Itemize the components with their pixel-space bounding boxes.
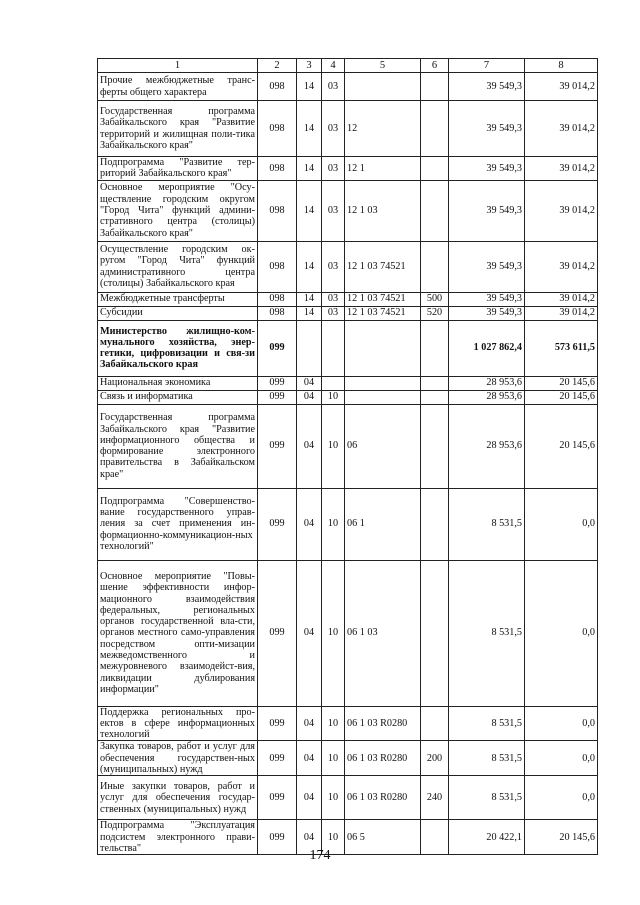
table-row bbox=[98, 776, 598, 820]
code-subsection: 03 bbox=[322, 306, 345, 320]
code-expense-type bbox=[421, 560, 449, 706]
amount-year-1: 39 549,3 bbox=[449, 292, 525, 306]
code-target-article: 06 1 03 R0280 bbox=[345, 776, 421, 820]
item-name: Подпрограмма "Эксплуатация подсистем электронного прави-тельства" bbox=[98, 820, 258, 855]
code-expense-type bbox=[421, 376, 449, 390]
code-expense-type: 200 bbox=[421, 741, 449, 776]
code-subsection: 10 bbox=[322, 488, 345, 560]
table-row bbox=[98, 741, 598, 776]
code-target-article: 12 1 03 74521 bbox=[345, 292, 421, 306]
code-target-article bbox=[345, 376, 421, 390]
code-section: 14 bbox=[297, 180, 322, 241]
column-header: 3 bbox=[297, 59, 322, 73]
amount-year-2: 0,0 bbox=[525, 706, 598, 741]
code-ministry: 099 bbox=[258, 706, 297, 741]
item-name: Государственная программа Забайкальского края "Развитие информационного общества и формирование электронного правительства в Забайкальском крае" bbox=[98, 404, 258, 488]
item-name: Иные закупки товаров, работ и услуг для обеспечения государ-ственных (муниципальных) нужд bbox=[98, 776, 258, 820]
amount-year-1: 39 549,3 bbox=[449, 241, 525, 292]
item-name: Подпрограмма "Развитие тер-риторий Забайкальского края" bbox=[98, 157, 258, 181]
code-ministry: 098 bbox=[258, 241, 297, 292]
amount-year-1: 1 027 862,4 bbox=[449, 320, 525, 376]
column-number-row bbox=[98, 59, 598, 73]
amount-year-2: 20 145,6 bbox=[525, 404, 598, 488]
code-expense-type bbox=[421, 157, 449, 181]
code-section: 04 bbox=[297, 404, 322, 488]
amount-year-2: 39 014,2 bbox=[525, 73, 598, 101]
amount-year-2: 20 145,6 bbox=[525, 390, 598, 404]
item-name: Связь и информатика bbox=[98, 390, 258, 404]
column-header: 1 bbox=[98, 59, 258, 73]
code-subsection: 03 bbox=[322, 73, 345, 101]
table-row bbox=[98, 101, 598, 157]
code-subsection: 10 bbox=[322, 390, 345, 404]
table-row bbox=[98, 706, 598, 741]
code-expense-type bbox=[421, 404, 449, 488]
code-expense-type: 500 bbox=[421, 292, 449, 306]
table-row bbox=[98, 157, 598, 181]
amount-year-2: 39 014,2 bbox=[525, 241, 598, 292]
code-section: 04 bbox=[297, 376, 322, 390]
amount-year-1: 8 531,5 bbox=[449, 706, 525, 741]
code-ministry: 099 bbox=[258, 820, 297, 855]
code-ministry: 099 bbox=[258, 320, 297, 376]
code-section bbox=[297, 320, 322, 376]
amount-year-1: 8 531,5 bbox=[449, 560, 525, 706]
amount-year-2: 0,0 bbox=[525, 560, 598, 706]
page-number: 174 bbox=[309, 848, 331, 863]
code-subsection bbox=[322, 320, 345, 376]
amount-year-1: 8 531,5 bbox=[449, 488, 525, 560]
code-expense-type bbox=[421, 180, 449, 241]
amount-year-2: 39 014,2 bbox=[525, 292, 598, 306]
code-target-article: 06 1 bbox=[345, 488, 421, 560]
table-row bbox=[98, 241, 598, 292]
code-subsection: 10 bbox=[322, 560, 345, 706]
code-target-article: 12 1 03 74521 bbox=[345, 306, 421, 320]
code-ministry: 099 bbox=[258, 390, 297, 404]
amount-year-1: 8 531,5 bbox=[449, 741, 525, 776]
table-row bbox=[98, 390, 598, 404]
table-row bbox=[98, 404, 598, 488]
code-target-article: 12 bbox=[345, 101, 421, 157]
code-ministry: 099 bbox=[258, 560, 297, 706]
code-target-article: 06 bbox=[345, 404, 421, 488]
code-section: 04 bbox=[297, 390, 322, 404]
code-target-article bbox=[345, 390, 421, 404]
amount-year-2: 573 611,5 bbox=[525, 320, 598, 376]
code-target-article: 12 1 03 bbox=[345, 180, 421, 241]
item-name: Основное мероприятие "Повы-шение эффективности инфор-мационного взаимодействия федеральных, региональных органов государственной вла-сти, органов местного само-управления посредством опти-мизации межведомственного и межуровневого взаимодейст-вия, ликвидации дублирования информации" bbox=[98, 560, 258, 706]
code-section: 14 bbox=[297, 292, 322, 306]
code-section: 04 bbox=[297, 706, 322, 741]
code-subsection: 10 bbox=[322, 776, 345, 820]
code-section: 14 bbox=[297, 73, 322, 101]
amount-year-1: 39 549,3 bbox=[449, 73, 525, 101]
budget-table bbox=[97, 58, 598, 855]
code-expense-type bbox=[421, 488, 449, 560]
table-row bbox=[98, 306, 598, 320]
code-target-article: 06 1 03 R0280 bbox=[345, 706, 421, 741]
code-expense-type bbox=[421, 320, 449, 376]
code-subsection: 10 bbox=[322, 820, 345, 855]
code-subsection: 03 bbox=[322, 292, 345, 306]
code-ministry: 098 bbox=[258, 292, 297, 306]
amount-year-2: 0,0 bbox=[525, 741, 598, 776]
item-name: Межбюджетные трансферты bbox=[98, 292, 258, 306]
column-header: 2 bbox=[258, 59, 297, 73]
amount-year-2: 39 014,2 bbox=[525, 180, 598, 241]
code-section: 04 bbox=[297, 741, 322, 776]
code-ministry: 098 bbox=[258, 180, 297, 241]
code-ministry: 099 bbox=[258, 404, 297, 488]
item-name: Министерство жилищно-ком-мунального хозяйства, энер-гетики, цифровизации и свя-зи Забайкальского края bbox=[98, 320, 258, 376]
code-target-article: 12 1 03 74521 bbox=[345, 241, 421, 292]
code-expense-type bbox=[421, 706, 449, 741]
code-section: 04 bbox=[297, 820, 322, 855]
column-header: 7 bbox=[449, 59, 525, 73]
amount-year-1: 28 953,6 bbox=[449, 404, 525, 488]
code-section: 04 bbox=[297, 560, 322, 706]
code-target-article: 06 5 bbox=[345, 820, 421, 855]
code-ministry: 098 bbox=[258, 73, 297, 101]
code-ministry: 099 bbox=[258, 776, 297, 820]
table-row bbox=[98, 73, 598, 101]
amount-year-2: 20 145,6 bbox=[525, 820, 598, 855]
amount-year-1: 28 953,6 bbox=[449, 376, 525, 390]
code-target-article bbox=[345, 73, 421, 101]
amount-year-2: 0,0 bbox=[525, 776, 598, 820]
amount-year-1: 39 549,3 bbox=[449, 157, 525, 181]
table-row bbox=[98, 320, 598, 376]
table-row bbox=[98, 292, 598, 306]
code-ministry: 099 bbox=[258, 741, 297, 776]
code-ministry: 098 bbox=[258, 157, 297, 181]
amount-year-1: 28 953,6 bbox=[449, 390, 525, 404]
code-ministry: 099 bbox=[258, 488, 297, 560]
amount-year-1: 39 549,3 bbox=[449, 306, 525, 320]
code-expense-type bbox=[421, 73, 449, 101]
item-name: Основное мероприятие "Осу-ществление городским округом "Город Чита" функций админи-стративного центра (столицы) Забайкальского края" bbox=[98, 180, 258, 241]
item-name: Осуществление городским ок-ругом "Город Чита" функций административного центра (столицы) Забайкальского края bbox=[98, 241, 258, 292]
code-ministry: 099 bbox=[258, 376, 297, 390]
item-name: Государственная программа Забайкальского края "Развитие территорий и жилищная поли-тика Забайкальского края" bbox=[98, 101, 258, 157]
code-section: 14 bbox=[297, 157, 322, 181]
code-section: 14 bbox=[297, 241, 322, 292]
column-header: 6 bbox=[421, 59, 449, 73]
item-name: Закупка товаров, работ и услуг для обеспечения государствен-ных (муниципальных) нужд bbox=[98, 741, 258, 776]
amount-year-2: 39 014,2 bbox=[525, 101, 598, 157]
code-ministry: 098 bbox=[258, 306, 297, 320]
code-subsection: 10 bbox=[322, 706, 345, 741]
column-header: 5 bbox=[345, 59, 421, 73]
code-expense-type: 240 bbox=[421, 776, 449, 820]
table-row bbox=[98, 376, 598, 390]
code-section: 04 bbox=[297, 776, 322, 820]
code-ministry: 098 bbox=[258, 101, 297, 157]
code-expense-type bbox=[421, 390, 449, 404]
code-subsection bbox=[322, 376, 345, 390]
column-header: 8 bbox=[525, 59, 598, 73]
code-subsection: 03 bbox=[322, 180, 345, 241]
table-row bbox=[98, 560, 598, 706]
table-row bbox=[98, 180, 598, 241]
column-header: 4 bbox=[322, 59, 345, 73]
code-subsection: 03 bbox=[322, 101, 345, 157]
amount-year-1: 8 531,5 bbox=[449, 776, 525, 820]
amount-year-2: 0,0 bbox=[525, 488, 598, 560]
code-section: 04 bbox=[297, 488, 322, 560]
code-target-article: 06 1 03 R0280 bbox=[345, 741, 421, 776]
amount-year-2: 20 145,6 bbox=[525, 376, 598, 390]
code-subsection: 03 bbox=[322, 157, 345, 181]
code-expense-type: 520 bbox=[421, 306, 449, 320]
amount-year-1: 39 549,3 bbox=[449, 101, 525, 157]
item-name: Национальная экономика bbox=[98, 376, 258, 390]
amount-year-2: 39 014,2 bbox=[525, 157, 598, 181]
code-subsection: 10 bbox=[322, 741, 345, 776]
amount-year-1: 39 549,3 bbox=[449, 180, 525, 241]
code-section: 14 bbox=[297, 101, 322, 157]
code-section: 14 bbox=[297, 306, 322, 320]
amount-year-1: 20 422,1 bbox=[449, 820, 525, 855]
code-subsection: 03 bbox=[322, 241, 345, 292]
code-expense-type bbox=[421, 101, 449, 157]
code-subsection: 10 bbox=[322, 404, 345, 488]
amount-year-2: 39 014,2 bbox=[525, 306, 598, 320]
item-name: Поддержка региональных про-ектов в сфере информационных технологий bbox=[98, 706, 258, 741]
item-name: Субсидии bbox=[98, 306, 258, 320]
item-name: Прочие межбюджетные транс-ферты общего характера bbox=[98, 73, 258, 101]
table-row bbox=[98, 488, 598, 560]
code-target-article: 06 1 03 bbox=[345, 560, 421, 706]
item-name: Подпрограмма "Совершенство-вание государственного управ-ления за счет применения ин-формационно-коммуникацион-ных технологий" bbox=[98, 488, 258, 560]
code-expense-type bbox=[421, 241, 449, 292]
code-target-article bbox=[345, 320, 421, 376]
code-target-article: 12 1 bbox=[345, 157, 421, 181]
